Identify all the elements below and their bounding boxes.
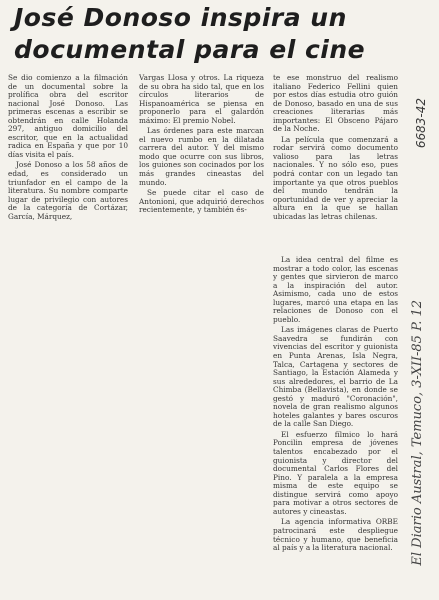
paragraph: El esfuerzo fílmico lo hará Poncilin empresa de jóvenes talentos encabezado por el guionista y director del documental Carlos Flores del Pino. Y paralela a la empresa misma de este equipo se distingue servirá como apoyo para motivar a otros sectores de autores y cineastas. — [273, 429, 398, 516]
article-column-3-top — [273, 74, 398, 223]
paragraph: te ese monstruo del realismo italiano Federico Fellini quien por estos días estudia otro guión de Donoso, basado en una de sus creaciones literarias más importantes: El Obsceno Pájaro de la Noche. — [273, 73, 398, 134]
headline: José Donoso inspira un documental para el cine — [14, 3, 366, 64]
paragraph: Las órdenes para este marcan el nuevo rumbo en la dilatada carrera del autor. Y del mismo modo que ocurre con sus libros, los guiones son cocinados por los más grandes cineastas del mundo. — [139, 126, 264, 187]
article-column-2 — [139, 74, 264, 217]
paragraph: Se puede citar el caso de Antonioni, que adquirió derechos recientemente, y también és- — [139, 188, 264, 215]
paragraph: La agencia informativa ORBE patrocinará este despliegue técnico y humano, que beneficia al país y a la literatura nacional. — [273, 517, 398, 553]
paragraph: Las imágenes claras de Puerto Saavedra se fundirán con vivencias del escritor y guionista en Punta Arenas, Isla Negra, Talca, Cartagena y sectores de Santiago, la Estación Alameda y sus alrededores, el barrio de La Chimba (Bellavista), en donde se gestó y maduró "Coronación", novela de gran realismo algunos hoteles galantes y bares oscuros de la calle San Diego. — [273, 325, 398, 429]
archive-code: 6683-42 — [414, 98, 428, 149]
paragraph: José Donoso a los 58 años de edad, es considerado un triunfador en el campo de la literatura. Su nombre comparte lugar de privilegio con autores de la categoría de Cortázar, García, Márquez, — [8, 160, 128, 221]
paragraph: Se dio comienzo a la filmación de un documental sobre la prolífica obra del escritor nacional José Donoso. Las primeras escenas a escribir se obtendrán en calle Holanda 297, antiguo domicilio del escritor, que en la actualidad radica en España y que por 10 días visita el país. — [8, 73, 128, 159]
article-column-1 — [8, 74, 128, 223]
paragraph: La idea central del filme es mostrar a todo color, las escenas y gentes que sirvieron de marco a la inspiración del autor. Asimismo, cada uno de estos lugares, marcó una etapa en las relaciones de Donoso con el pueblo. — [273, 255, 398, 324]
paragraph: La película que comenzará a rodar servirá como documento valioso para las letras nacionales. Y no sólo eso, pues podrá contar con un legado tan importante ya que otros pueblos del mundo tendrán la oportunidad de ver y apreciar la altura en la que se hallan ubicadas las letras chilenas. — [273, 134, 398, 221]
handwritten-source-note: El Diario Austral, Temuco, 3-XII-85 P. 12 — [410, 300, 425, 566]
article-column-3-bottom — [273, 256, 398, 555]
paragraph: Vargas Llosa y otros. La riqueza de su obra ha sido tal, que en los círculos literarios de Hispanoamérica se piensa en proponerlo para el galardón máximo: El premio Nobel. — [139, 73, 264, 125]
